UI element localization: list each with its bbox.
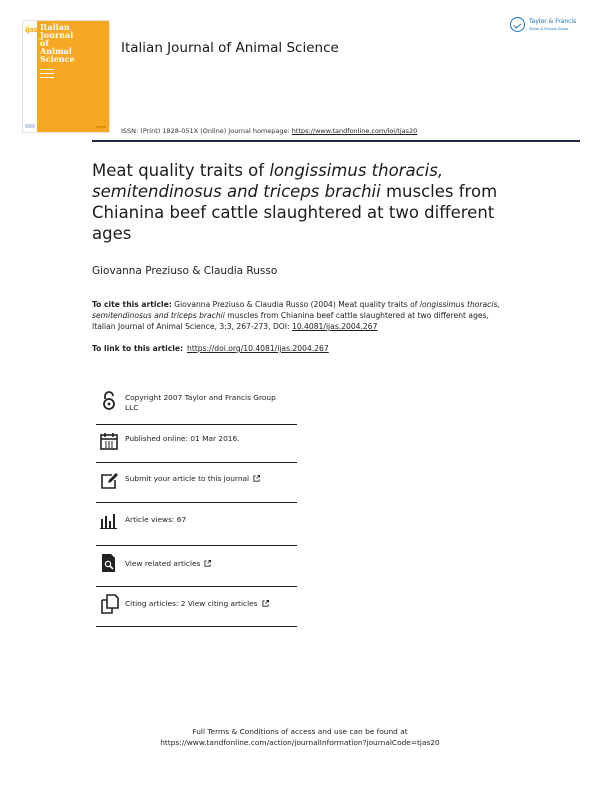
header-rule (92, 140, 580, 142)
cover-strip (23, 21, 37, 132)
row-divider (96, 586, 297, 587)
cover-line (40, 73, 54, 74)
submit-article-row[interactable] (96, 472, 296, 512)
external-link-icon (204, 560, 211, 567)
citation-italic: longissimus thoracis, semitendinosus and triceps brachii (92, 300, 500, 320)
row-divider (96, 545, 297, 546)
cover-title: Italian Journal of Animal Science (40, 22, 75, 64)
open-access-lock-icon (100, 391, 118, 409)
publisher-logo[interactable] (510, 16, 582, 36)
article-link (92, 344, 329, 353)
cover-line (40, 77, 54, 78)
title-text: muscles from Chianina beef cattle slaughtered at two different ages (92, 182, 498, 243)
journal-homepage-link[interactable]: https://www.tandfonline.com/loi/tjas20 (291, 127, 418, 135)
published-text: Published online: 01 Mar 2016. (125, 434, 240, 443)
related-text: View related articles (125, 559, 201, 568)
copy-pages-icon (100, 594, 118, 612)
journal-name[interactable]: Italian Journal of Animal Science (121, 40, 339, 56)
footer (0, 726, 600, 748)
journal-cover-image (22, 20, 110, 133)
row-divider (96, 626, 297, 627)
footer-terms-link[interactable]: https://www.tandfonline.com/action/journalInformation?journalCode=tjas20 (160, 738, 440, 747)
edit-icon (100, 472, 118, 490)
citation-text: muscles from Chianina beef cattle slaughtered at two different ages, Italian Journal of Animal Science, 3:3, 267-273, DOI: (92, 311, 489, 331)
article-authors: Giovanna Preziuso & Claudia Russo (92, 265, 278, 277)
calendar-icon (100, 432, 118, 450)
related-articles-link[interactable] (125, 559, 290, 569)
publisher-sub: Taylor & Francis Group (529, 27, 569, 31)
copyright-text: Copyright 2007 Taylor and Francis Group LLC (125, 393, 276, 412)
bar-chart-icon (100, 513, 118, 531)
link-label: To link to this article: (92, 344, 184, 353)
title-text: Meat quality traits of (92, 161, 270, 180)
citing-articles-row[interactable] (96, 594, 296, 634)
article-views-text: Article views: 67 (125, 515, 187, 524)
external-link-icon (253, 475, 260, 482)
citation-label: To cite this article: (92, 300, 172, 309)
cover-foot-mark (96, 126, 106, 128)
submit-article-link[interactable] (125, 474, 290, 484)
citing-articles-link[interactable] (125, 599, 290, 609)
citation (92, 299, 512, 332)
title-italic-text: longissimus thoracis, semitendinosus and triceps brachii (92, 161, 444, 201)
citation-text: Giovanna Preziuso & Claudia Russo (2004) Meat quality traits of (171, 300, 420, 309)
submit-text: Submit your article to this journal (125, 474, 250, 483)
article-doi-link[interactable]: https://doi.org/10.4081/ijas.2004.267 (187, 344, 329, 353)
publisher-logo-icon (510, 17, 525, 32)
external-link-icon (262, 600, 269, 607)
search-document-icon (100, 553, 118, 571)
issn-text: ISSN: (Print) 1828-051X (Online) Journal homepage: (121, 127, 290, 135)
article-views-row (96, 513, 296, 553)
cover-line (40, 69, 54, 70)
citation-doi-link[interactable]: 10.4081/ijas.2004.267 (291, 322, 378, 331)
publisher-brand: Taylor & Francis (529, 18, 577, 25)
footer-line: Full Terms & Conditions of access and use can be found at (192, 727, 408, 736)
article-title (92, 160, 532, 244)
cover-badge: ijas (25, 26, 38, 34)
row-divider (96, 424, 297, 425)
row-divider (96, 502, 297, 503)
issn-line (121, 127, 417, 135)
row-divider (96, 462, 297, 463)
citing-text: Citing articles: 2 View citing articles (125, 599, 258, 608)
cover-mark (25, 124, 35, 128)
published-row (96, 432, 296, 472)
